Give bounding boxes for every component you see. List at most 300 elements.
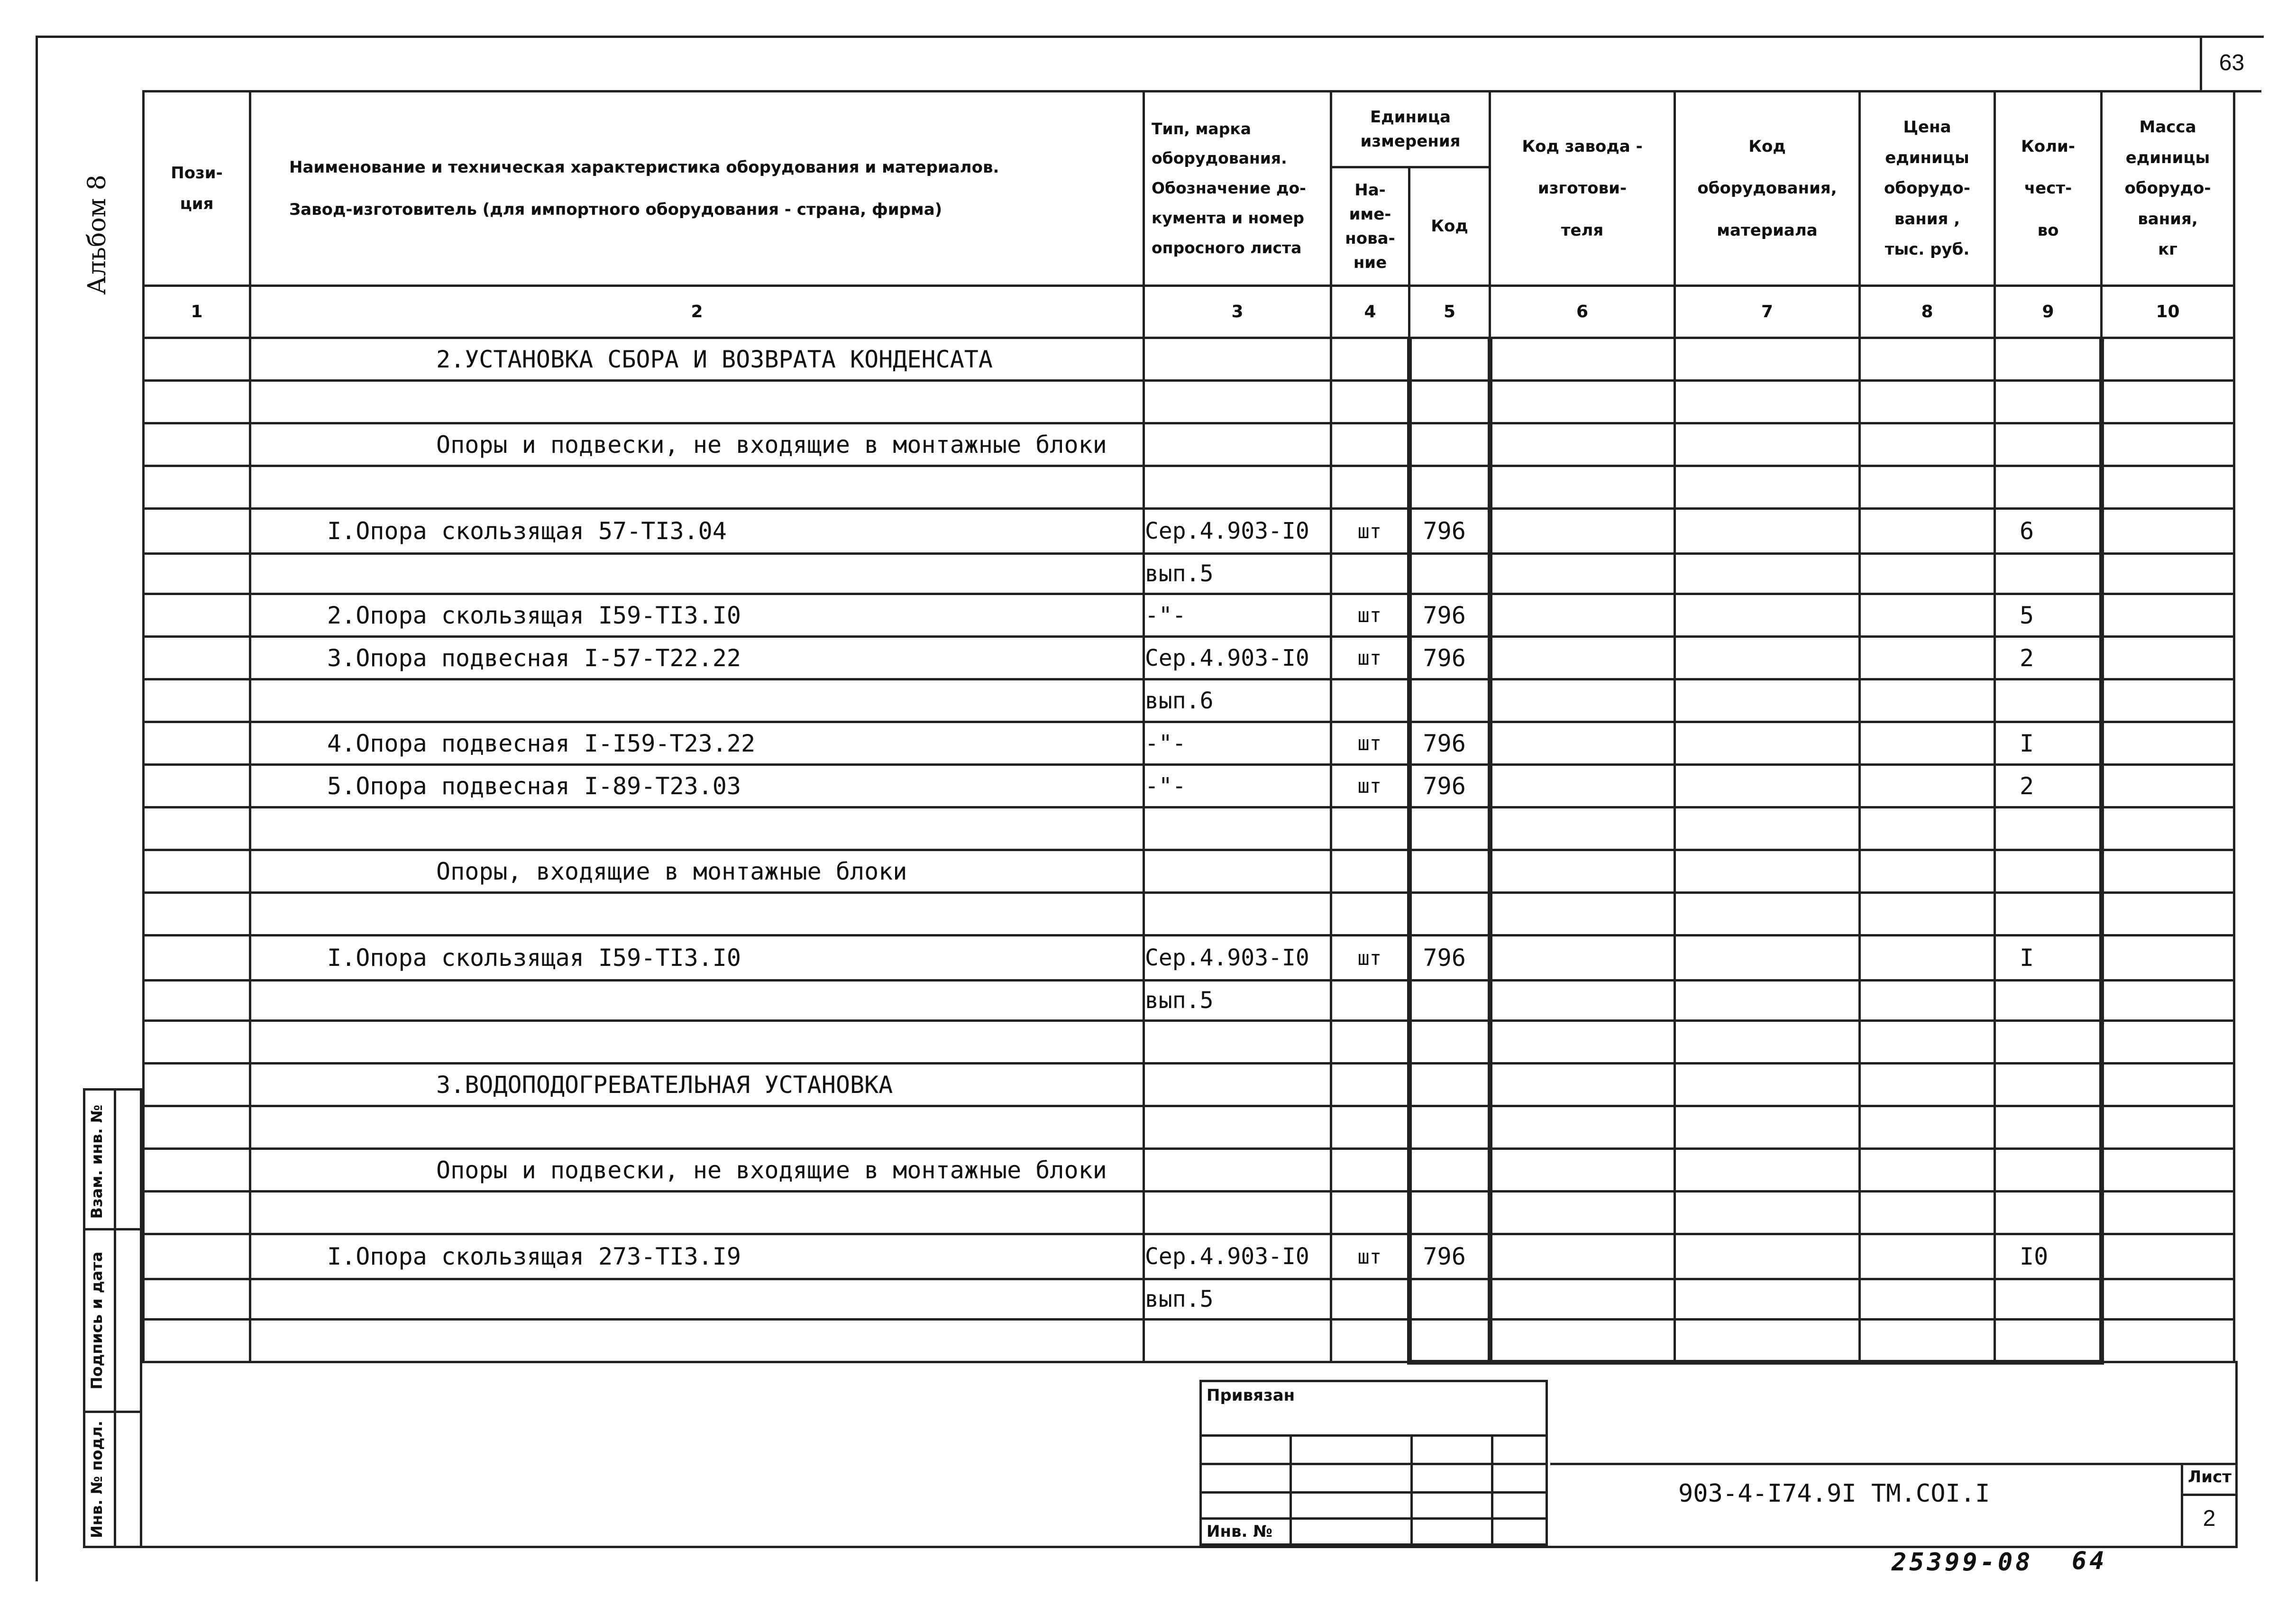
row-cell [1675,850,1860,893]
row-cell [1860,1021,1995,1064]
row-unit-code [1409,850,1490,893]
row-cell [1860,1192,1995,1234]
row-document: вып.5 [1144,554,1331,594]
row-cell [2102,722,2234,765]
row-document: вып.5 [1144,981,1331,1021]
row-cell [1675,1192,1860,1234]
row-quantity [1995,981,2102,1021]
row-cell [1860,554,1995,594]
row-document [1144,1149,1331,1192]
row-cell [1860,594,1995,637]
row-cell [1860,381,1995,423]
row-name [250,893,1144,936]
row-cell [1675,1149,1860,1192]
table-row [144,679,2234,722]
row-cell [1490,850,1675,893]
table-row [144,981,2234,1021]
header-equipment-code: Код оборудования, материала [1675,92,1860,286]
column-number: 7 [1675,286,1860,338]
row-document [1144,1106,1331,1149]
archive-page: 64 [2072,1547,2107,1575]
specification-body [144,338,2234,1362]
row-name: I.Опора скользящая I59-TI3.I0 [250,936,1144,981]
row-quantity [1995,466,2102,509]
row-unit-code [1409,1192,1490,1234]
row-quantity [1995,679,2102,722]
row-document [1144,1021,1331,1064]
row-cell [144,1149,250,1192]
archive-number: 25399-08 [1892,1548,2033,1577]
row-cell [2102,637,2234,679]
row-cell [144,338,250,381]
table-row [144,1021,2234,1064]
row-cell [1860,765,1995,807]
row-name: 5.Опора подвесная I-89-T23.03 [250,765,1144,807]
row-unit: шт [1331,509,1409,554]
row-quantity [1995,1192,2102,1234]
row-cell [1860,936,1995,981]
column-number: 9 [1995,286,2102,338]
table-row [144,509,2234,554]
row-unit [1331,1064,1409,1106]
sidebar-sign-date [83,1228,142,1413]
row-cell [2102,1192,2234,1234]
row-cell [144,509,250,554]
row-unit-code [1409,1064,1490,1106]
row-unit: шт [1331,722,1409,765]
row-unit [1331,1149,1409,1192]
row-name: 2.Опора скользящая I59-TI3.I0 [250,594,1144,637]
row-name [250,1021,1144,1064]
row-cell [1675,893,1860,936]
table-row [144,765,2234,807]
row-cell [144,637,250,679]
row-cell [1490,554,1675,594]
row-document [1144,1064,1331,1106]
row-cell [2102,1320,2234,1362]
row-name [250,466,1144,509]
row-unit: шт [1331,1234,1409,1279]
row-cell [1675,765,1860,807]
row-quantity: 2 [1995,765,2102,807]
row-cell [2102,1149,2234,1192]
row-cell [1490,936,1675,981]
row-cell [1860,466,1995,509]
row-cell [144,554,250,594]
row-quantity [1995,1064,2102,1106]
column-number: 6 [1490,286,1675,338]
row-cell [2102,554,2234,594]
table-row [144,1192,2234,1234]
row-cell [1675,1320,1860,1362]
header-unit-name: На- име- нова- ние [1331,167,1409,286]
row-cell [144,466,250,509]
header-name-line1: Наименование и техническая характеристика оборудования и материалов. [289,158,999,177]
row-document [1144,893,1331,936]
row-cell [1490,1320,1675,1362]
row-unit-code: 796 [1409,1234,1490,1279]
row-unit: шт [1331,637,1409,679]
row-unit [1331,1192,1409,1234]
row-cell [1675,554,1860,594]
row-cell [1490,1021,1675,1064]
header-name-line2: Завод-изготовитель (для импортного оборудования - страна, фирма) [289,200,942,219]
row-unit [1331,338,1409,381]
row-unit [1331,807,1409,850]
row-cell [144,423,250,466]
table-row [144,1320,2234,1362]
row-cell [1860,722,1995,765]
row-quantity: 6 [1995,509,2102,554]
row-cell [144,594,250,637]
row-cell [1675,1064,1860,1106]
row-cell [1490,1106,1675,1149]
row-cell [1490,1234,1675,1279]
row-quantity [1995,1149,2102,1192]
row-document [1144,381,1331,423]
row-document [1144,423,1331,466]
row-quantity: 2 [1995,637,2102,679]
row-cell [1490,981,1675,1021]
row-unit-code [1409,1106,1490,1149]
row-cell [2102,1279,2234,1320]
row-cell [1675,981,1860,1021]
row-cell [1490,1279,1675,1320]
row-cell [1860,637,1995,679]
header-factory-code: Код завода - изготови- теля [1490,92,1675,286]
row-cell [1490,466,1675,509]
list-label: Лист [2188,1468,2232,1486]
sidebar-inv-podl-label: Инв. № подл. [88,1421,106,1538]
row-unit [1331,893,1409,936]
row-unit [1331,1021,1409,1064]
row-cell [1675,381,1860,423]
sidebar-inv-podl [83,1411,142,1548]
row-cell [144,1021,250,1064]
row-quantity [1995,893,2102,936]
row-unit-code [1409,466,1490,509]
row-unit [1331,381,1409,423]
row-cell [1675,722,1860,765]
row-document [1144,466,1331,509]
row-cell [144,1106,250,1149]
row-quantity: I [1995,936,2102,981]
row-unit-code [1409,1279,1490,1320]
row-cell [1490,381,1675,423]
row-cell [1675,1021,1860,1064]
row-cell [1860,1149,1995,1192]
row-cell [1490,423,1675,466]
row-unit [1331,423,1409,466]
row-name [250,554,1144,594]
row-unit-code [1409,807,1490,850]
row-unit-code [1409,381,1490,423]
row-cell [1675,594,1860,637]
column-number: 1 [144,286,250,338]
row-quantity: 5 [1995,594,2102,637]
row-cell [1860,338,1995,381]
row-cell [2102,594,2234,637]
row-cell [1675,509,1860,554]
row-unit-code [1409,893,1490,936]
row-cell [1860,807,1995,850]
row-name [250,1320,1144,1362]
row-quantity [1995,850,2102,893]
row-cell [1490,637,1675,679]
row-cell [1860,509,1995,554]
row-name: I.Опора скользящая 273-TI3.I9 [250,1234,1144,1279]
row-unit-code [1409,1149,1490,1192]
table-row [144,807,2234,850]
row-unit-code: 796 [1409,637,1490,679]
row-cell [1860,423,1995,466]
sidebar-vzam-inv [83,1088,142,1230]
row-cell [1675,679,1860,722]
row-cell [2102,1234,2234,1279]
row-cell [144,765,250,807]
row-unit-code [1409,554,1490,594]
row-quantity [1995,338,2102,381]
column-numbers-row [144,286,2234,338]
row-unit-code [1409,1320,1490,1362]
row-quantity [1995,381,2102,423]
row-cell [1860,1106,1995,1149]
row-unit-code [1409,981,1490,1021]
row-name: 3.Опора подвесная I-57-T22.22 [250,637,1144,679]
row-cell [144,679,250,722]
row-cell [144,381,250,423]
table-row [144,594,2234,637]
row-cell [1860,679,1995,722]
row-cell [1860,893,1995,936]
header-quantity: Коли- чест- во [1995,92,2102,286]
row-unit [1331,850,1409,893]
row-name [250,381,1144,423]
title-block-top-line [1550,1463,2235,1465]
header-unit-code: Код [1409,167,1490,286]
row-cell [2102,807,2234,850]
row-document: вып.6 [1144,679,1331,722]
table-row [144,1234,2234,1279]
row-cell [144,722,250,765]
header-position: Пози- ция [144,92,250,286]
list-divider-h [2183,1494,2235,1496]
row-cell [144,807,250,850]
row-cell [2102,679,2234,722]
binding-stamp [1199,1380,1548,1546]
row-quantity [1995,1021,2102,1064]
row-name [250,1279,1144,1320]
row-cell [1490,509,1675,554]
table-row [144,893,2234,936]
row-cell [2102,893,2234,936]
table-row [144,381,2234,423]
row-name [250,1192,1144,1234]
row-cell [1860,981,1995,1021]
table-row [144,850,2234,893]
row-cell [144,1279,250,1320]
row-cell [1860,850,1995,893]
row-document [1144,1320,1331,1362]
row-cell [2102,423,2234,466]
row-cell [144,981,250,1021]
row-quantity [1995,1320,2102,1362]
row-cell [1490,594,1675,637]
table-row [144,1064,2234,1106]
column-number: 3 [1144,286,1331,338]
row-name [250,981,1144,1021]
row-cell [2102,1106,2234,1149]
row-cell [144,893,250,936]
row-cell [2102,466,2234,509]
row-cell [1490,1149,1675,1192]
row-document: вып.5 [1144,1279,1331,1320]
row-unit-code: 796 [1409,594,1490,637]
row-cell [1490,1192,1675,1234]
row-name [250,679,1144,722]
row-cell [1675,1106,1860,1149]
row-name: Опоры, входящие в монтажные блоки [250,850,1144,893]
header-type: Тип, марка оборудования. Обозначение до- кумента и номер опросного листа [1144,92,1331,286]
row-document: Сер.4.903-I0 [1144,509,1331,554]
row-unit-code: 796 [1409,765,1490,807]
row-cell [2102,381,2234,423]
row-cell [1675,423,1860,466]
document-designation: 903-4-I74.9I TM.COI.I [1678,1479,1990,1508]
table-row [144,637,2234,679]
row-document [1144,1192,1331,1234]
row-unit: шт [1331,765,1409,807]
row-document [1144,807,1331,850]
row-quantity [1995,807,2102,850]
column-number: 10 [2102,286,2234,338]
row-quantity [1995,554,2102,594]
row-unit-code [1409,1021,1490,1064]
row-unit [1331,1279,1409,1320]
row-cell [2102,338,2234,381]
column-number: 2 [250,286,1144,338]
row-quantity [1995,1106,2102,1149]
row-document [1144,338,1331,381]
table-row [144,338,2234,381]
row-quantity [1995,423,2102,466]
row-cell [2102,936,2234,981]
list-number: 2 [2203,1506,2216,1531]
row-cell [1490,1064,1675,1106]
row-cell [2102,765,2234,807]
row-cell [2102,509,2234,554]
row-unit-code [1409,679,1490,722]
row-quantity [1995,1279,2102,1320]
row-name: I.Опора скользящая 57-TI3.04 [250,509,1144,554]
row-document [1144,850,1331,893]
stamp-inv-label: Инв. № [1201,1519,1291,1545]
row-name: 2.УСТАНОВКА СБОРА И ВОЗВРАТА КОНДЕНСАТА [250,338,1144,381]
row-cell [2102,981,2234,1021]
row-document: -"- [1144,722,1331,765]
stamp-separator [142,1361,2238,1363]
row-name [250,807,1144,850]
row-unit-code: 796 [1409,509,1490,554]
row-cell [1675,1279,1860,1320]
row-unit [1331,1106,1409,1149]
row-unit: шт [1331,936,1409,981]
row-cell [1490,807,1675,850]
row-document: -"- [1144,594,1331,637]
row-unit [1331,1320,1409,1362]
table-row [144,554,2234,594]
column-number: 5 [1409,286,1490,338]
row-cell [1490,679,1675,722]
header-unit: Единица измерения [1331,92,1490,167]
row-cell [2102,1064,2234,1106]
row-cell [1675,466,1860,509]
table-row [144,722,2234,765]
row-document: Сер.4.903-I0 [1144,936,1331,981]
row-document: -"- [1144,765,1331,807]
row-unit-code [1409,423,1490,466]
row-unit [1331,554,1409,594]
sidebar-sign-date-label: Подпись и дата [88,1251,106,1390]
row-unit-code [1409,338,1490,381]
row-document: Сер.4.903-I0 [1144,637,1331,679]
stamp-right-line [2235,1361,2238,1548]
row-cell [144,936,250,981]
row-cell [144,1192,250,1234]
row-name: Опоры и подвески, не входящие в монтажные блоки [250,423,1144,466]
row-unit-code: 796 [1409,722,1490,765]
row-cell [1675,807,1860,850]
row-document: Сер.4.903-I0 [1144,1234,1331,1279]
stamp-privyazan-label: Привязан [1201,1381,1547,1436]
row-cell [1860,1234,1995,1279]
row-cell [2102,1021,2234,1064]
specification-table [142,90,2235,1365]
table-row [144,1149,2234,1192]
row-name: Опоры и подвески, не входящие в монтажные блоки [250,1149,1144,1192]
row-cell [1860,1320,1995,1362]
page-number: 63 [2200,36,2261,92]
table-row [144,1106,2234,1149]
row-cell [1860,1064,1995,1106]
row-unit: шт [1331,594,1409,637]
row-cell [1490,338,1675,381]
row-cell [1675,637,1860,679]
row-cell [1860,1279,1995,1320]
table-row [144,1279,2234,1320]
row-cell [1675,936,1860,981]
row-cell [1490,893,1675,936]
column-number: 4 [1331,286,1409,338]
row-quantity: I [1995,722,2102,765]
table-row [144,936,2234,981]
header-mass: Масса единицы оборудо- вания, кг [2102,92,2234,286]
row-unit [1331,679,1409,722]
row-cell [144,850,250,893]
row-unit-code: 796 [1409,936,1490,981]
column-number: 8 [1860,286,1995,338]
header-name [250,92,1144,286]
row-quantity: I0 [1995,1234,2102,1279]
row-unit [1331,466,1409,509]
row-cell [1490,765,1675,807]
row-cell [1675,1234,1860,1279]
table-row [144,466,2234,509]
row-cell [144,1320,250,1362]
row-cell [1675,338,1860,381]
row-unit [1331,981,1409,1021]
row-cell [144,1064,250,1106]
